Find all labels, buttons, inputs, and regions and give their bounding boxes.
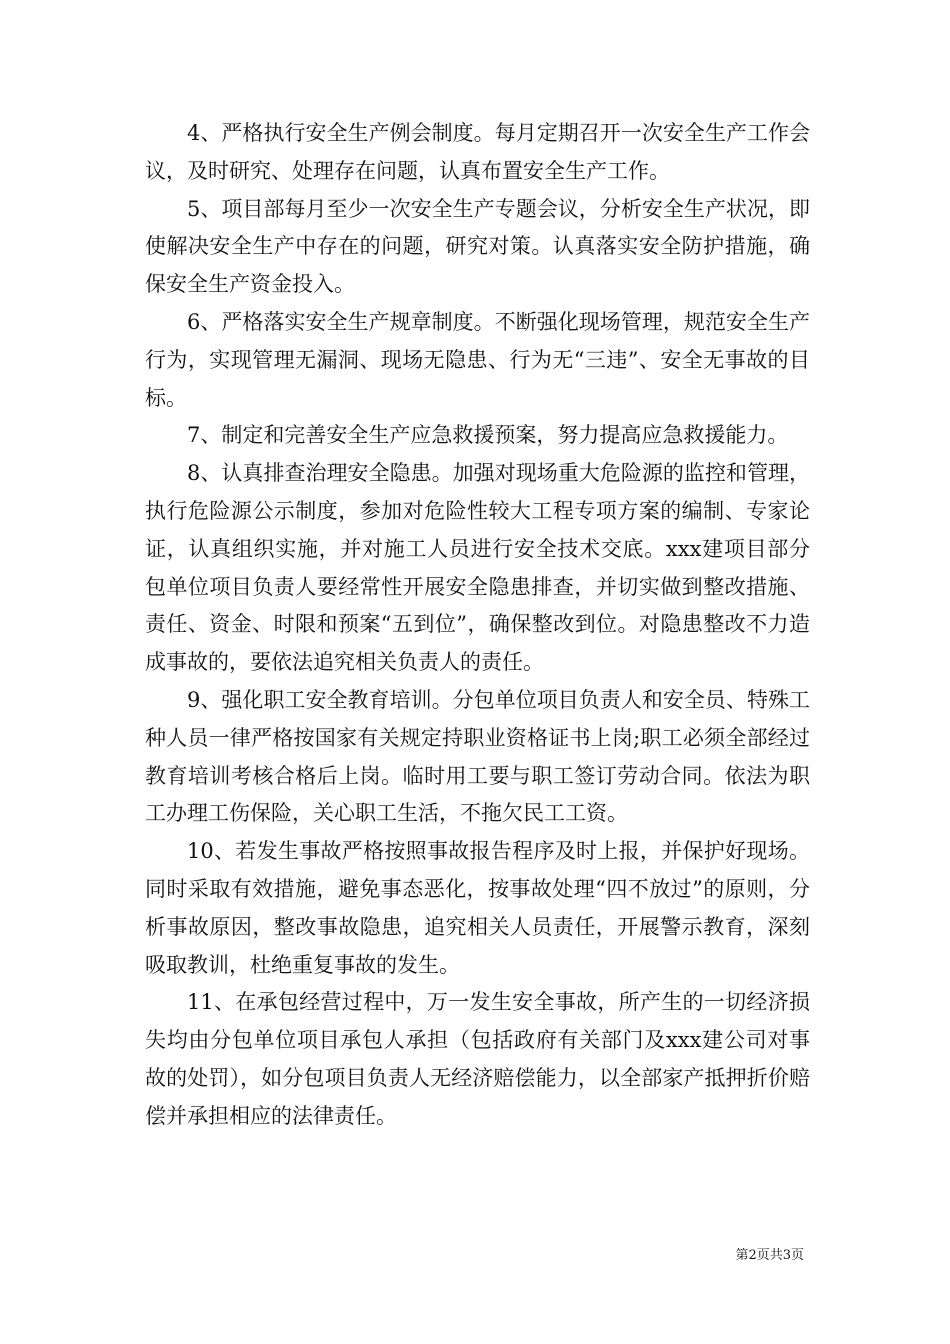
paragraph-5: 5、项目部每月至少一次安全生产专题会议，分析安全生产状况，即使解决安全生产中存在的问题，研究对策。认真落实安全防护措施，确保安全生产资金投入。 xyxy=(145,196,810,297)
paragraph-7: 7、制定和完善安全生产应急救援预案，努力提高应急救援能力。 xyxy=(187,423,789,448)
paragraph-6: 6、严格落实安全生产规章制度。不断强化现场管理，规范安全生产行为，实现管理无漏洞、现场无隐患、行为无“三违”、安全无事故的目标。 xyxy=(145,309,810,410)
document-body xyxy=(145,115,810,1136)
paragraph-10: 10、若发生事故严格按照事故报告程序及时上报，并保护好现场。同时采取有效措施，避免事态恶化，按事故处理“四不放过”的原则，分析事故原因，整改事故隐患，追究相关人员责任，开展警示教育，深刻吸取教训，杜绝重复事故的发生。 xyxy=(145,839,810,977)
paragraph-4: 4、严格执行安全生产例会制度。每月定期召开一次安全生产工作会议，及时研究、处理存在问题，认真布置安全生产工作。 xyxy=(145,121,810,183)
paragraph-11: 11、在承包经营过程中，万一发生安全事故，所产生的一切经济损失均由分包单位项目承包人承担（包括政府有关部门及xxx建公司对事故的处罚），如分包项目负责人无经济赔偿能力，以全部家产抵押折价赔偿并承担相应的法律责任。 xyxy=(145,990,810,1128)
paragraph-9: 9、强化职工安全教育培训。分包单位项目负责人和安全员、特殊工种人员一律严格按国家有关规定持职业资格证书上岗;职工必须全部经过教育培训考核合格后上岗。临时用工要与职工签订劳动合同。依法为职工办理工伤保险，关心职工生活，不拖欠民工工资。 xyxy=(145,687,810,826)
paragraph-8: 8、认真排查治理安全隐患。加强对现场重大危险源的监控和管理，执行危险源公示制度，参加对危险性较大工程专项方案的编制、专家论证，认真组织实施，并对施工人员进行安全技术交底。xxx建项目部分包单位项目负责人要经常性开展安全隐患排查，并切实做到整改措施、责任、资金、时限和预案“五到位”，确保整改到位。对隐患整改不力造成事故的，要依法追究相关负责人的责任。 xyxy=(145,461,810,675)
page-number-footer: 第2页共3页 xyxy=(735,1248,804,1263)
